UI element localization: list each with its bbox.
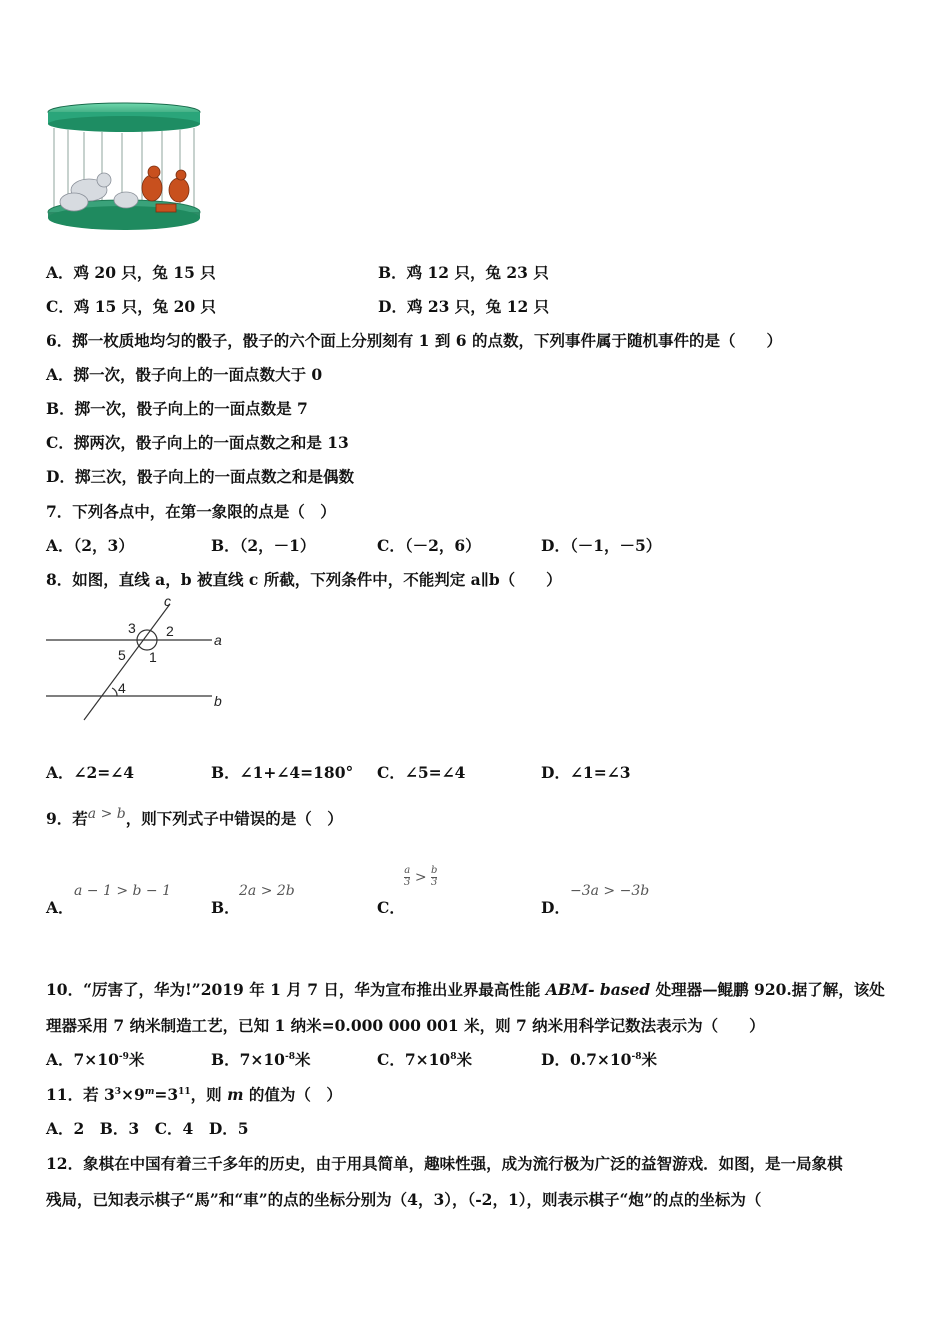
q10-option-a: A．$7\times 10^{-9}$米 — [46, 1050, 145, 1069]
q7-stem: 7．下列各点中，在第一象限的点是（ ） — [46, 502, 336, 521]
q6-option-a: A．掷一次，骰子向上的一面点数大于 0 — [46, 365, 323, 384]
q10-stem-line2: 理器采用 7 纳米制造工艺，已知 1 纳米=0.000 000 001 米，则 7 纳米用科学记数法表示为（ ） — [46, 1016, 765, 1035]
q10-stem-line1: 10．“厉害了，华为!”2019 年 1 月 7 日，华为宣布推出业界最高性能 ABM- based 处理器—鲲鹏 920.据了解，该处 — [46, 980, 885, 999]
q8-angle-5: 5 — [118, 647, 126, 663]
q10-option-d: D．$0.7\times 10^{-8}$米 — [541, 1050, 657, 1069]
carousel-illustration — [44, 100, 204, 235]
q9-option-a-letter: A． — [46, 898, 74, 917]
q8-option-a: A．∠2=∠4 — [46, 763, 135, 782]
q7-option-d: D．（－1，－5） — [541, 536, 662, 555]
q8-angle-4: 4 — [118, 680, 126, 696]
q6-option-b: B．掷一次，骰子向上的一面点数是 7 — [46, 399, 308, 418]
q9-option-b-expr: 2a > 2b — [239, 883, 295, 899]
q6-option-c: C．掷两次，骰子向上的一面点数之和是 13 — [46, 433, 349, 452]
q10-option-b: B．$7\times 10^{-8}$米 — [211, 1050, 311, 1069]
q8-angle-2: 2 — [166, 623, 174, 639]
q8-stem: 8．如图，直线 a，b 被直线 c 所截，下列条件中，不能判定 a∥b（ ） — [46, 570, 562, 589]
q5-option-b: B．鸡 12 只，兔 23 只 — [378, 263, 549, 282]
q5-option-c: C．鸡 15 只，兔 20 只 — [46, 297, 217, 316]
q11-options: A．2 B．3 C．4 D．5 — [46, 1119, 249, 1138]
q8-label-a: a — [214, 632, 222, 648]
q9-condition: a > b — [87, 806, 126, 822]
q9-option-d-expr: −3a > −3b — [570, 883, 650, 899]
q8-angle-1: 1 — [149, 649, 157, 665]
q9-option-b-letter: B． — [211, 898, 240, 917]
q9-option-c-expr: $\frac{a}{3}$ > $\frac{b}{3}$ — [404, 865, 438, 888]
q8-option-b: B．∠1+∠4=180° — [211, 763, 354, 782]
q11-stem: 11．若 $3^3\times 9^m=3^{11}$，则 m 的值为（ ） — [46, 1085, 342, 1104]
q5-option-d: D．鸡 23 只，兔 12 只 — [378, 297, 550, 316]
q10-option-c: C．$7\times 10^8$米 — [377, 1050, 472, 1069]
q9-option-a-expr: a − 1 > b − 1 — [74, 883, 172, 899]
q8-angle-3: 3 — [128, 620, 136, 636]
q5-option-a: A．鸡 20 只，兔 15 只 — [46, 263, 216, 282]
q8-option-d: D．∠1=∠3 — [541, 763, 631, 782]
q8-label-c: c — [164, 596, 171, 609]
q8-label-b: b — [214, 693, 222, 709]
q7-option-b: B．（2，－1） — [211, 536, 316, 555]
q9-option-c-letter: C． — [377, 898, 405, 917]
q7-option-a: A．（2，3） — [46, 536, 134, 555]
q7-option-c: C．（－2，6） — [377, 536, 481, 555]
q8-figure-parallel-lines — [44, 596, 244, 726]
q8-option-c: C．∠5=∠4 — [377, 763, 466, 782]
q6-stem: 6．掷一枚质地均匀的骰子，骰子的六个面上分别刻有 1 到 6 的点数，下列事件属于随机事件的是（ ） — [46, 331, 782, 350]
q12-stem-line1: 12．象棋在中国有着三千多年的历史，由于用具简单，趣味性强，成为流行极为广泛的益智游戏．如图，是一局象棋 — [46, 1154, 843, 1173]
q12-stem-line2: 残局，已知表示棋子“馬”和“車”的点的坐标分别为（4，3），（-2，1），则表示棋子“炮”的点的坐标为（ — [46, 1190, 762, 1209]
q9-option-d-letter: D． — [541, 898, 570, 917]
q6-option-d: D．掷三次，骰子向上的一面点数之和是偶数 — [46, 467, 354, 486]
q9-stem: 9．若a > b，则下列式子中错误的是（ ） — [46, 806, 343, 828]
